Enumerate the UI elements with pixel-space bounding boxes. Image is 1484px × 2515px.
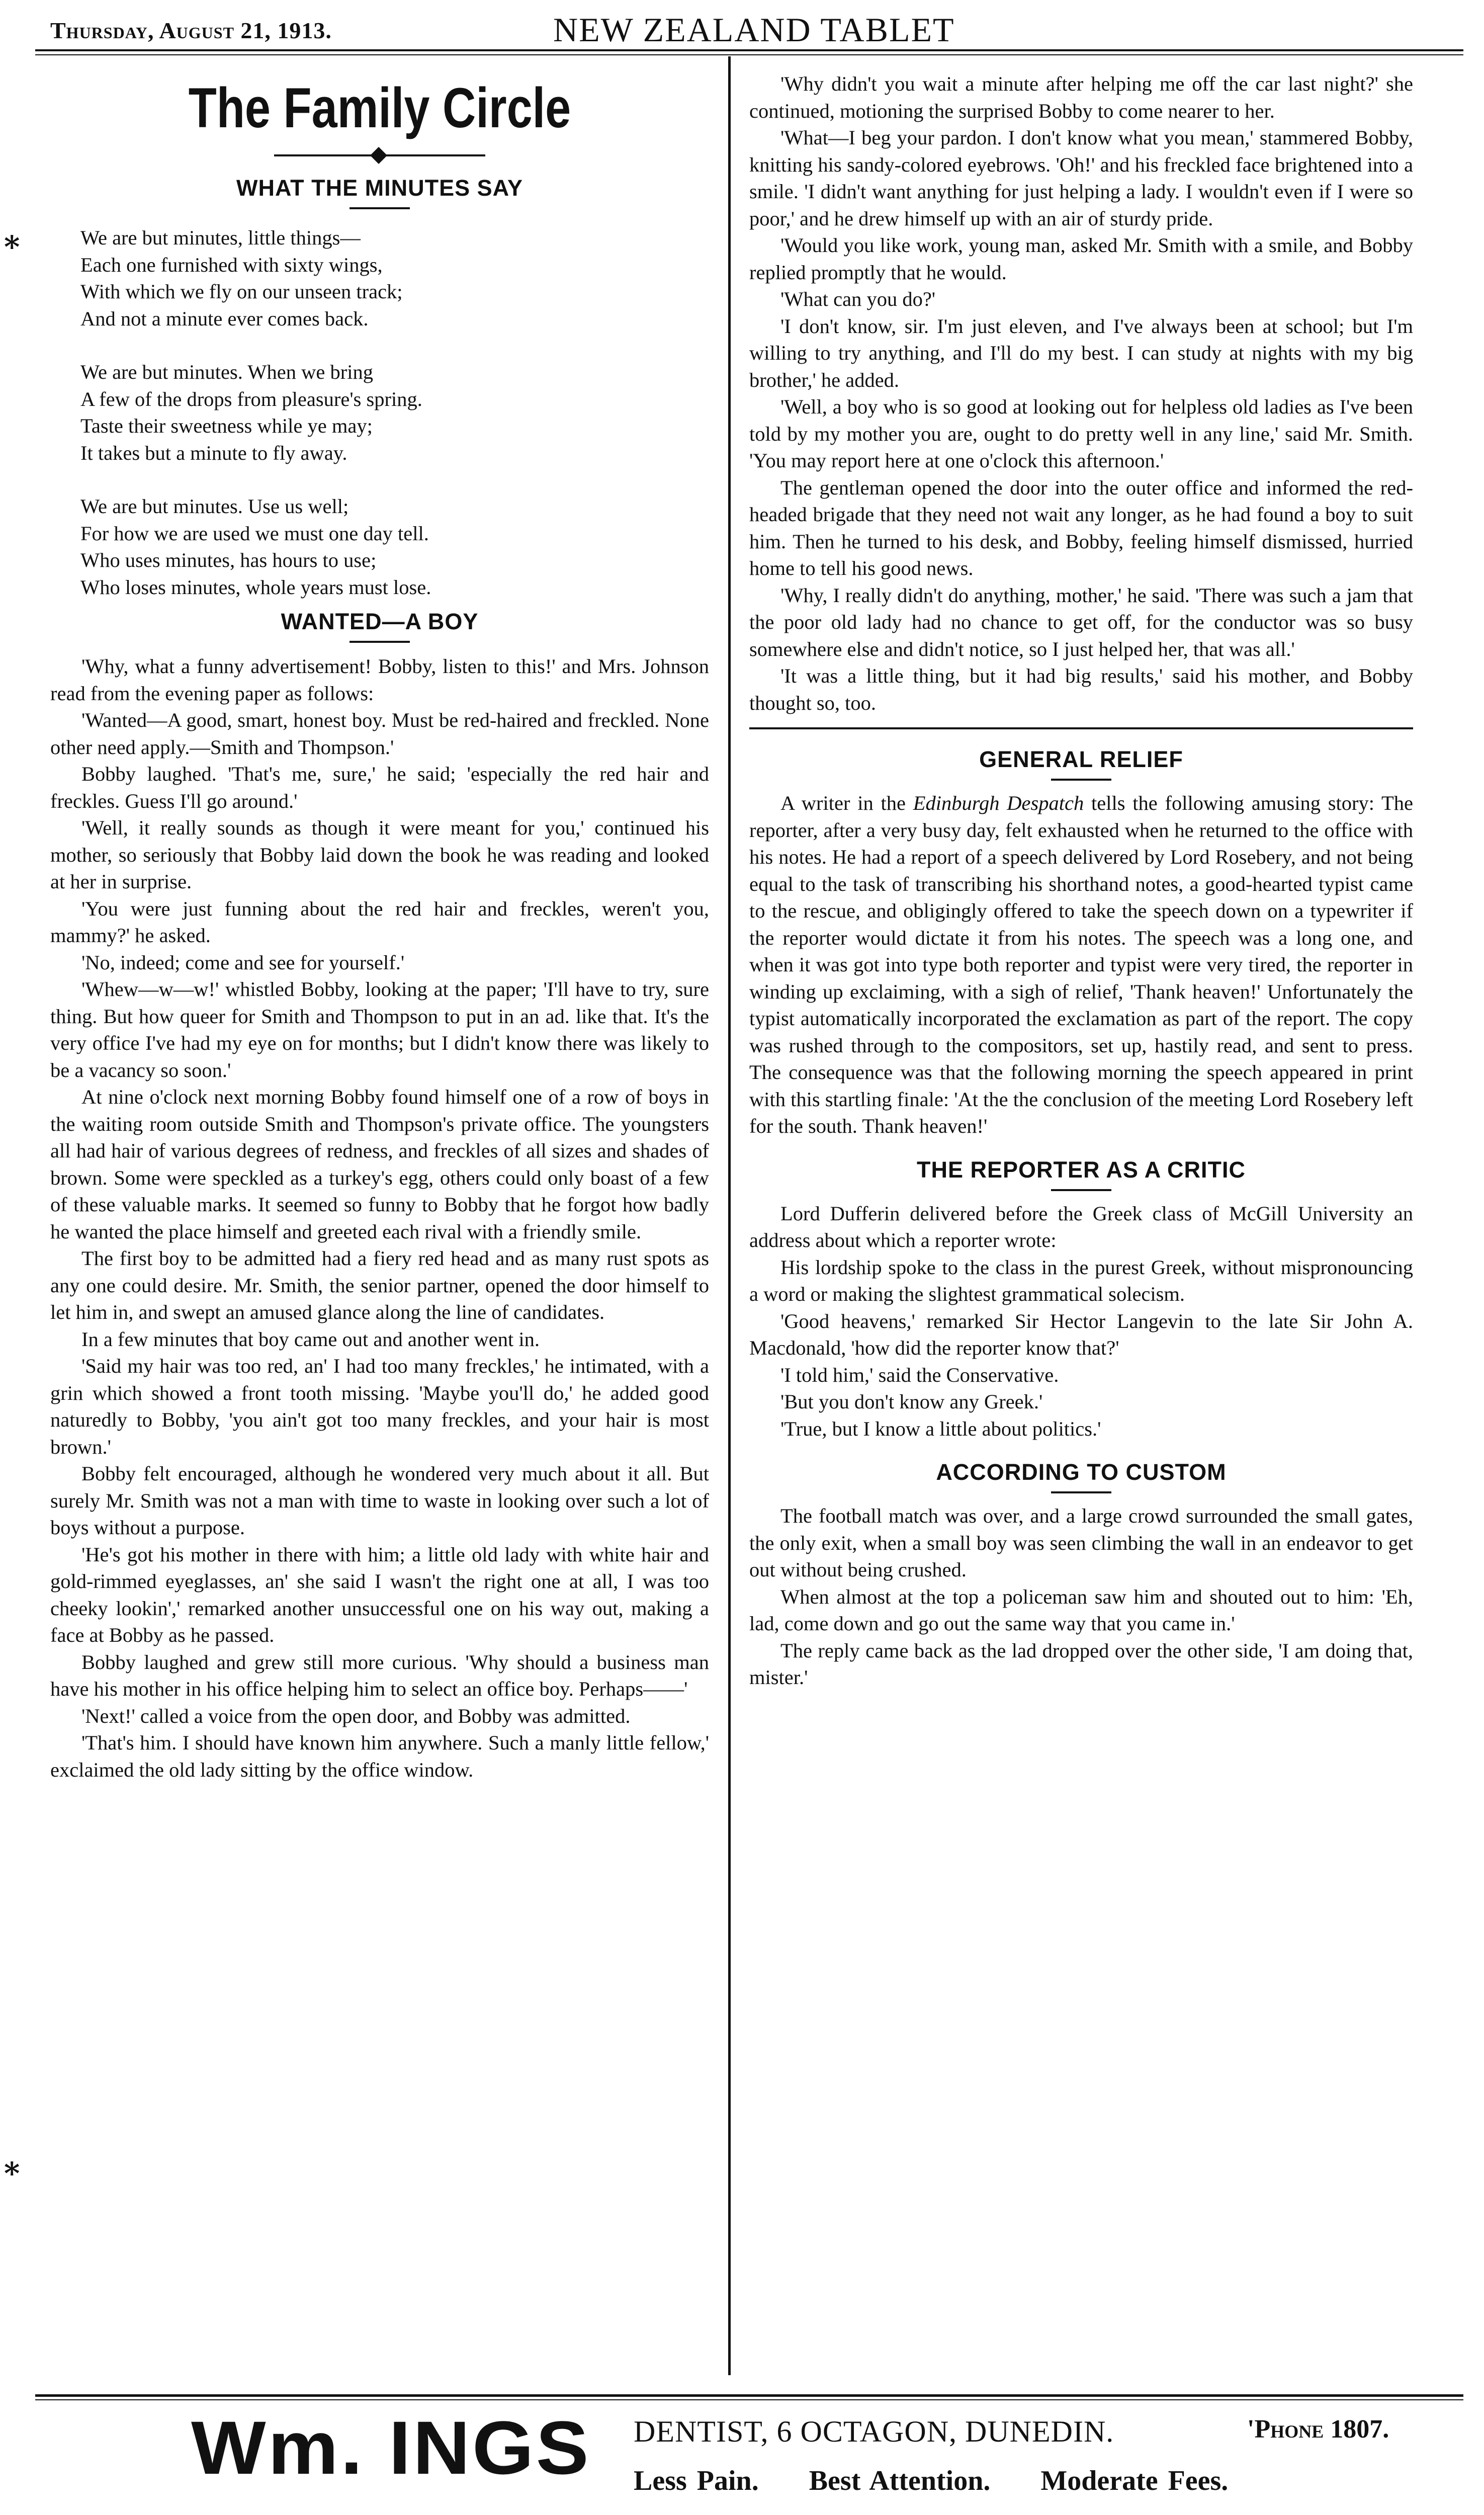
story-continued bbox=[749, 70, 1413, 716]
slogan: Moderate Fees. bbox=[1040, 2465, 1229, 2496]
newspaper-title: NEW ZEALAND TABLET bbox=[553, 11, 955, 49]
poem-line: We are but minutes. When we bring bbox=[80, 361, 373, 383]
advertiser-name: Wm. INGS bbox=[191, 2405, 591, 2490]
poem-stanza bbox=[80, 493, 709, 601]
paragraph: Bobby felt encouraged, although he wondered very much about it all. But surely Mr. Smith was not a man with time to waste in looking over such a lot of boys without a purpose. bbox=[50, 1462, 709, 1539]
paragraph: 'Would you like work, young man, asked Mr. Smith with a smile, and Bobby replied promptly that he would. bbox=[749, 234, 1413, 284]
paragraph: Bobby laughed. 'That's me, sure,' he said; 'especially the red hair and freckles. Guess I'll go around.' bbox=[50, 763, 709, 812]
poem-line: Taste their sweetness while ye may; bbox=[80, 414, 373, 437]
paragraph: 'Why, I really didn't do anything, mother,' he said. 'There was such a jam that the poor old lady had no chance to get off, for the conductor was so busy somewhere else and didn't notice, so I just helped her, that was all.' bbox=[749, 583, 1413, 660]
title-ornament bbox=[274, 148, 485, 163]
margin-mark-icon: ⁎ bbox=[4, 2149, 20, 2182]
paragraph: 'Why, what a funny advertisement! Bobby, listen to this!' and Mrs. Johnson read from the evening paper as follows: bbox=[50, 655, 709, 705]
section-rule bbox=[749, 727, 1413, 729]
poem-line: We are but minutes. Use us well; bbox=[80, 495, 349, 518]
paragraph: 'What—I beg your pardon. I don't know what you mean,' stammered Bobby, knitting his sandy-colored eyebrows. 'Oh!' and his freckled face brightened into a smile. 'I didn't want anything for just helping a lady. I wouldn't even if I were so poor,' and he drew himself up with an air of sturdy pride. bbox=[749, 126, 1413, 230]
paragraph: 'Whew—w—w!' whistled Bobby, looking at the paper; 'I'll have to try, sure thing. But how queer for Smith and Thompson to put in an ad. like that. It's the very office I've had my eye on for months; but I didn't know there was likely to be a vacancy so soon.' bbox=[50, 978, 709, 1081]
paragraph: 'Well, it really sounds as though it were meant for you,' continued his mother, so seriously that Bobby laid down the book he was reading and looked at her in surprise. bbox=[50, 816, 709, 893]
paragraph: 'I don't know, sir. I'm just eleven, and I've always been at school; but I'm willing to try anything, and I'll do my best. I can study at nights with my big brother,' he added. bbox=[749, 314, 1413, 391]
paragraph: 'True, but I know a little about politics.' bbox=[780, 1417, 1101, 1440]
slogan: Best Attention. bbox=[809, 2465, 991, 2496]
poem-line: We are but minutes, little things— bbox=[80, 226, 361, 249]
column-divider bbox=[728, 56, 731, 2375]
section-title: The Family Circle bbox=[188, 76, 571, 139]
paragraph: The gentleman opened the door into the outer office and informed the red-headed brigade that they need not wait any longer, as he had found a boy to suit him. Then he turned to his desk, and Bobby, feeling himself dismissed, hurried home to tell his good news. bbox=[749, 476, 1413, 579]
paragraph: A writer in the Edinburgh Despatch tells the following amusing story: The reporter, after a very busy day, felt exhausted when he returned to the office with his notes. He had a report of a speech delivered by Lord Rosebery, and not being equal to the task of transcribing his shorthand notes, a good-hearted typist came to the rescue, and obligingly offered to take the speech down on a typewriter if the reporter would dictate it from his notes. The speech was a long one, and when it was got into type both reporter and typist were very tired, the reporter in winding up exclaiming, with a sigh of relief, 'Thank heaven!' Unfortunately the typist automatically incorporated the exclamation as part of the report. The copy was rushed through to the compositors, set up, hastily read, and sent to press. The consequence was that the following morning the speech appeared in print with this startling finale: 'At the the conclusion of the meeting Lord Rosebery left for the south. Thank heaven!' bbox=[749, 792, 1413, 1137]
paragraph: Lord Dufferin delivered before the Greek class of McGill University an address about which a reporter wrote: bbox=[749, 1202, 1413, 1251]
right-column bbox=[749, 70, 1413, 1691]
paragraph: Bobby laughed and grew still more curious. 'Why should a business man have his mother in his office helping him to select an office boy. Perhaps——' bbox=[50, 1650, 709, 1700]
paragraph: 'Well, a boy who is so good at looking out for helpless old ladies as I've been told by my mother you are, ought to do pretty well in any line,' said Mr. Smith. 'You may report here at one o'clock this afternoon.' bbox=[749, 395, 1413, 472]
story-heading: WANTED—A BOY bbox=[50, 607, 709, 643]
poem-stanza bbox=[80, 224, 709, 332]
header-rule bbox=[35, 49, 1463, 51]
poem-heading: WHAT THE MINUTES SAY bbox=[50, 173, 709, 209]
poem-line: For how we are used we must one day tell. bbox=[80, 522, 429, 545]
paper-name: Edinburgh Despatch bbox=[913, 792, 1084, 814]
poem bbox=[50, 224, 709, 601]
poem-line: Each one furnished with sixty wings, bbox=[80, 253, 383, 276]
poem-line: Who uses minutes, has hours to use; bbox=[80, 549, 377, 571]
paragraph: 'Why didn't you wait a minute after helping me off the car last night?' she continued, motioning the surprised Bobby to come nearer to her. bbox=[749, 72, 1413, 122]
paragraph: At nine o'clock next morning Bobby found himself one of a row of boys in the waiting room outside Smith and Thompson's private office. The youngsters all had hair of various degrees of redness, and freckles of all sizes and shades of brown. Some were speckled as a turkey's egg, others could only boast of a few of these valuable marks. It seemed so funny to Bobby that he forgot how badly he wanted the place himself and greeted each rival with a friendly smile. bbox=[50, 1085, 709, 1243]
poem-line: It takes but a minute to fly away. bbox=[80, 441, 347, 464]
paragraph: The reply came back as the lad dropped over the other side, 'I am doing that, mister.' bbox=[749, 1639, 1413, 1689]
story-body bbox=[50, 653, 709, 1783]
critic-body bbox=[749, 1200, 1413, 1443]
header-rule-thin bbox=[35, 54, 1463, 55]
paragraph: 'That's him. I should have known him anywhere. Such a manly little fellow,' exclaimed the old lady sitting by the office window. bbox=[50, 1731, 709, 1781]
paragraph: 'It was a little thing, but it had big results,' said his mother, and Bobby thought so, too. bbox=[749, 664, 1413, 714]
custom-heading: ACCORDING TO CUSTOM bbox=[749, 1457, 1413, 1493]
custom-body bbox=[749, 1502, 1413, 1691]
paragraph: In a few minutes that boy came out and another went in. bbox=[81, 1327, 540, 1351]
advertiser-phone: 'Phone 1807. bbox=[1247, 2415, 1389, 2444]
critic-heading: THE REPORTER AS A CRITIC bbox=[749, 1155, 1413, 1191]
advertiser-address: DENTIST, 6 OCTAGON, DUNEDIN. bbox=[634, 2415, 1114, 2448]
paragraph: His lordship spoke to the class in the purest Greek, without mispronouncing a word or making the slightest grammatical solecism. bbox=[749, 1255, 1413, 1305]
margin-mark-icon: ⁎ bbox=[4, 222, 20, 256]
paragraph: 'He's got his mother in there with him; a little old lady with white hair and gold-rimmed eyeglasses, an' she said I wasn't the right one at all, I was too cheeky lookin',' remarked another unsuccessful one on his way out, making a face at Bobby as he passed. bbox=[50, 1543, 709, 1646]
poem-line: A few of the drops from pleasure's spring. bbox=[80, 387, 422, 410]
advertiser-slogans bbox=[634, 2465, 1268, 2497]
relief-heading: GENERAL RELIEF bbox=[749, 744, 1413, 781]
paragraph: 'Good heavens,' remarked Sir Hector Langevin to the late Sir John A. Macdonald, 'how did the reporter know that?' bbox=[749, 1309, 1413, 1359]
paragraph: 'What can you do?' bbox=[780, 288, 936, 310]
paragraph: 'I told him,' said the Conservative. bbox=[780, 1363, 1059, 1386]
poem-line: With which we fly on our unseen track; bbox=[80, 280, 403, 303]
poem-line: And not a minute ever comes back. bbox=[80, 307, 369, 330]
slogan: Less Pain. bbox=[634, 2465, 759, 2496]
paragraph: 'You were just funning about the red hair and freckles, weren't you, mammy?' he asked. bbox=[50, 897, 709, 947]
paragraph: 'Wanted—A good, smart, honest boy. Must be red-haired and freckled. None other need apply.—Smith and Thompson.' bbox=[50, 709, 709, 759]
poem-line: Who loses minutes, whole years must lose. bbox=[80, 575, 431, 599]
paragraph: 'Next!' called a voice from the open door, and Bobby was admitted. bbox=[81, 1704, 631, 1727]
issue-date: Thursday, August 21, 1913. bbox=[50, 18, 332, 43]
footer-rule bbox=[35, 2394, 1463, 2397]
paragraph: 'Said my hair was too red, an' I had too many freckles,' he intimated, with a grin which showed a front tooth missing. 'Maybe you'll do,' he added good naturedly to Bobby, 'you ain't got too many freckles, and your hair is most brown.' bbox=[50, 1355, 709, 1458]
paragraph: 'But you don't know any Greek.' bbox=[780, 1390, 1043, 1413]
paragraph: The first boy to be admitted had a fiery red head and as many rust spots as any one could desire. Mr. Smith, the senior partner, opened the door himself to let him in, and swept an amused glance along the line of candidates. bbox=[50, 1247, 709, 1323]
poem-stanza bbox=[80, 359, 709, 466]
page-header bbox=[30, 10, 1458, 55]
paragraph: The football match was over, and a large crowd surrounded the small gates, the only exit, when a small boy was seen climbing the wall in an endeavor to get out without being crushed. bbox=[749, 1504, 1413, 1581]
paragraph: When almost at the top a policeman saw him and shouted out to him: 'Eh, lad, come down and go out the same way that you came in.' bbox=[749, 1585, 1413, 1635]
footer-rule-thin bbox=[35, 2399, 1463, 2400]
paragraph: 'No, indeed; come and see for yourself.' bbox=[81, 951, 405, 974]
left-column bbox=[50, 70, 709, 1783]
